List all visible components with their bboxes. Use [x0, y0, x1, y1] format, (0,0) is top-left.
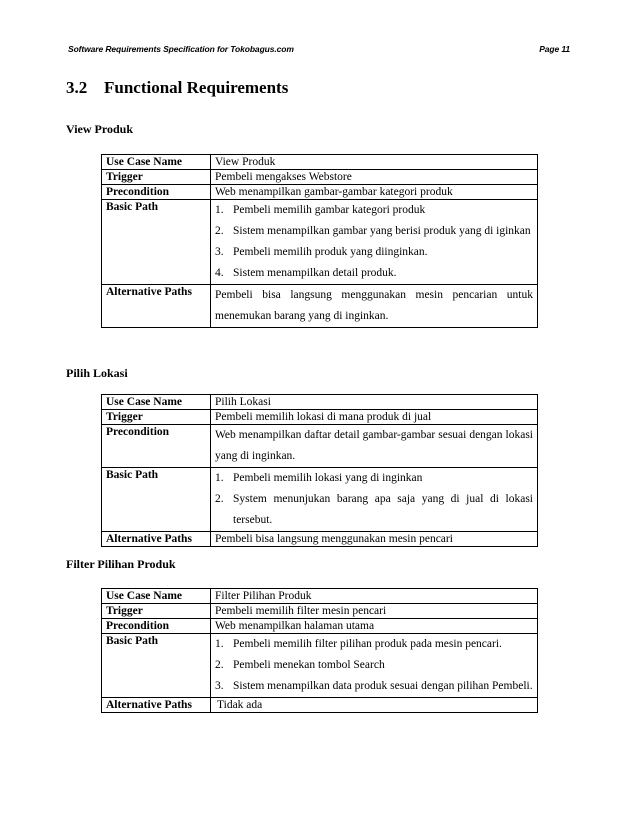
row-label: Alternative Paths — [102, 698, 211, 713]
table-row — [102, 619, 538, 634]
document-title: Software Requirements Specification for Tokobagus.com — [68, 44, 294, 54]
use-case-table — [101, 394, 538, 547]
table-row — [102, 468, 538, 532]
use-case-heading: View Produk — [66, 122, 134, 136]
row-label: Precondition — [102, 619, 211, 634]
row-label: Trigger — [102, 604, 211, 619]
table-row — [102, 532, 538, 547]
row-label: Use Case Name — [102, 589, 211, 604]
row-label: Precondition — [102, 185, 211, 200]
use-case-table — [101, 588, 538, 713]
list-item: 3. Pembeli memilih produk yang diinginkan. — [215, 246, 428, 258]
table-row — [102, 395, 538, 410]
basic-path-list — [211, 200, 538, 285]
table-row — [102, 410, 538, 425]
precondition-value: Web menampilkan daftar detail gambar-gambar sesuai dengan lokasi yang di inginkan. — [211, 425, 538, 468]
row-label: Use Case Name — [102, 155, 211, 170]
section-title: Functional Requirements — [104, 78, 289, 97]
row-label: Basic Path — [102, 468, 211, 532]
use-case-name: Pilih Lokasi — [211, 395, 538, 410]
alternative-value: Pembeli bisa langsung menggunakan mesin pencari — [211, 532, 538, 547]
table-row — [102, 698, 538, 713]
alternative-value: Pembeli bisa langsung menggunakan mesin pencarian untuk menemukan barang yang di inginkan. — [211, 285, 538, 328]
table-row — [102, 604, 538, 619]
row-label: Use Case Name — [102, 395, 211, 410]
alternative-value: Tidak ada — [211, 698, 538, 713]
section-number: 3.2 — [66, 78, 88, 97]
precondition-value: Web menampilkan halaman utama — [211, 619, 538, 634]
table-row — [102, 200, 538, 285]
table-row — [102, 285, 538, 328]
use-case-heading: Pilih Lokasi — [66, 366, 128, 380]
trigger-value: Pembeli memilih lokasi di mana produk di jual — [211, 410, 538, 425]
list-item: 2. Sistem menampilkan gambar yang berisi produk yang di iginkan — [215, 225, 531, 237]
row-label: Trigger — [102, 410, 211, 425]
list-item: 1. Pembeli memilih gambar kategori produk — [215, 204, 426, 216]
row-label: Basic Path — [102, 200, 211, 285]
trigger-value: Pembeli mengakses Webstore — [211, 170, 538, 185]
trigger-value: Pembeli memilih filter mesin pencari — [211, 604, 538, 619]
list-item: 2. System menunjukan barang apa saja yang di jual di lokasi tersebut. — [215, 493, 533, 526]
section-heading — [66, 78, 288, 98]
table-row — [102, 185, 538, 200]
basic-path-list — [211, 634, 538, 698]
table-row — [102, 170, 538, 185]
table-row — [102, 425, 538, 468]
row-label: Basic Path — [102, 634, 211, 698]
precondition-value: Web menampilkan gambar-gambar kategori produk — [211, 185, 538, 200]
list-item: 1. Pembeli memilih filter pilihan produk pada mesin pencari. — [215, 638, 502, 650]
basic-path-list — [211, 468, 538, 532]
use-case-heading: Filter Pilihan Produk — [66, 557, 176, 571]
table-row — [102, 634, 538, 698]
table-row — [102, 589, 538, 604]
row-label: Alternative Paths — [102, 532, 211, 547]
row-label: Precondition — [102, 425, 211, 468]
use-case-table — [101, 154, 538, 328]
table-row — [102, 155, 538, 170]
row-label: Alternative Paths — [102, 285, 211, 328]
list-item: 2. Pembeli menekan tombol Search — [215, 659, 385, 671]
list-item: 4. Sistem menampilkan detail produk. — [215, 267, 397, 279]
use-case-name: View Produk — [211, 155, 538, 170]
list-item: 1. Pembeli memilih lokasi yang di inginkan — [215, 472, 423, 484]
row-label: Trigger — [102, 170, 211, 185]
list-item: 3. Sistem menampilkan data produk sesuai dengan pilihan Pembeli. — [215, 680, 533, 692]
page-header — [68, 44, 570, 54]
page-number: Page 11 — [539, 44, 570, 54]
use-case-name: Filter Pilihan Produk — [211, 589, 538, 604]
